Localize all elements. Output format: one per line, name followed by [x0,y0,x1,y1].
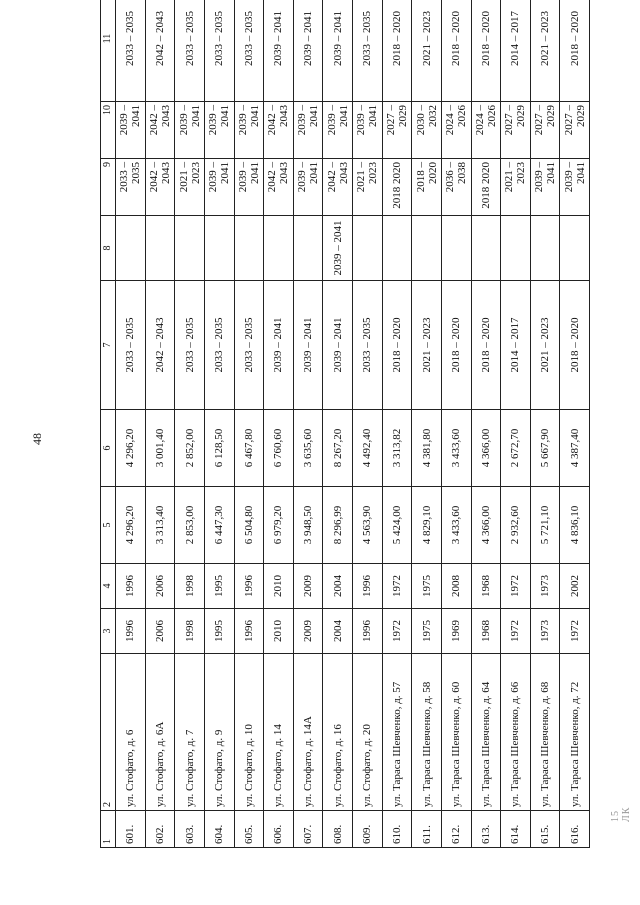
col-10-cell: 2042 – 2043 [145,102,175,159]
living-area-cell: 6 467,80 [234,410,264,487]
address-cell: ул. Тараса Шевченко, д. 66 [501,654,531,811]
rotated-table-wrapper [100,11,590,848]
year-commissioned-cell: 1973 [530,564,560,609]
col-11-cell: 2042 – 2043 [145,0,175,102]
planned-period-cell: 2033 – 2035 [175,281,205,410]
col-8-cell [501,216,531,281]
col-10-cell: 2039 – 2041 [204,102,234,159]
col-10-cell: 2027 – 2029 [560,102,590,159]
col-8-cell [234,216,264,281]
col-10-cell: 2030 – 2032 [412,102,442,159]
address-cell: ул. Стофато, д. 6 [116,654,146,811]
table-row [560,0,590,848]
header-cell: 4 [101,564,116,609]
row-number-cell: 607. [293,811,323,848]
row-number-cell: 616. [560,811,590,848]
table-header-row [101,0,116,848]
table-row [116,0,146,848]
address-cell: ул. Тараса Шевченко, д. 68 [530,654,560,811]
table-row [175,0,205,848]
col-11-cell: 2033 – 2035 [204,0,234,102]
col-10-cell: 2024 – 2026 [441,102,471,159]
col-11-cell: 2021 – 2023 [412,0,442,102]
row-number-cell: 603. [175,811,205,848]
col-11-cell: 2018 – 2020 [560,0,590,102]
page-stamp: 15 ЛК [610,806,632,822]
table-row [353,0,383,848]
col-11-cell: 2033 – 2035 [353,0,383,102]
table-row [264,0,294,848]
year-commissioned-cell: 1996 [234,564,264,609]
living-area-cell: 8 267,20 [323,410,353,487]
year-commissioned-cell: 2009 [293,564,323,609]
col-10-cell: 2027 – 2029 [530,102,560,159]
row-number-cell: 602. [145,811,175,848]
col-9-cell: 2039 – 2041 [293,159,323,216]
table-row [293,0,323,848]
table-row [412,0,442,848]
header-cell: 9 [101,159,116,216]
planned-period-cell: 2018 – 2020 [441,281,471,410]
col-10-cell: 2027 – 2029 [382,102,412,159]
col-8-cell [293,216,323,281]
year-built-cell: 1972 [382,609,412,654]
header-cell: 10 [101,102,116,159]
table-body [116,0,590,848]
total-area-cell: 3 313,40 [145,487,175,564]
planned-period-cell: 2018 – 2020 [382,281,412,410]
table-row [501,0,531,848]
col-11-cell: 2039 – 2041 [323,0,353,102]
row-number-cell: 601. [116,811,146,848]
year-built-cell: 1968 [471,609,501,654]
address-cell: ул. Тараса Шевченко, д. 72 [560,654,590,811]
col-11-cell: 2018 – 2020 [382,0,412,102]
total-area-cell: 4 366,00 [471,487,501,564]
col-9-cell: 2021 – 2023 [175,159,205,216]
col-11-cell: 2033 – 2035 [234,0,264,102]
col-11-cell: 2033 – 2035 [116,0,146,102]
year-built-cell: 1972 [560,609,590,654]
planned-period-cell: 2021 – 2023 [412,281,442,410]
living-area-cell: 4 387,40 [560,410,590,487]
total-area-cell: 4 296,20 [116,487,146,564]
table-row [204,0,234,848]
col-10-cell: 2039 – 2041 [234,102,264,159]
year-commissioned-cell: 2004 [323,564,353,609]
address-cell: ул. Стофато, д. 16 [323,654,353,811]
header-cell: 7 [101,281,116,410]
address-cell: ул. Стофато, д. 6А [145,654,175,811]
year-commissioned-cell: 1972 [501,564,531,609]
row-number-cell: 604. [204,811,234,848]
planned-period-cell: 2039 – 2041 [264,281,294,410]
total-area-cell: 3 948,50 [293,487,323,564]
table-row [145,0,175,848]
table-row [441,0,471,848]
living-area-cell: 2 672,70 [501,410,531,487]
col-9-cell: 2018 2020 [471,159,501,216]
row-number-cell: 605. [234,811,264,848]
col-9-cell: 2039 – 2041 [560,159,590,216]
col-10-cell: 2039 – 2041 [116,102,146,159]
living-area-cell: 5 667,90 [530,410,560,487]
living-area-cell: 3 635,60 [293,410,323,487]
year-commissioned-cell: 1998 [175,564,205,609]
year-built-cell: 2010 [264,609,294,654]
planned-period-cell: 2033 – 2035 [204,281,234,410]
year-built-cell: 2009 [293,609,323,654]
col-11-cell: 2014 – 2017 [501,0,531,102]
col-8-cell [471,216,501,281]
col-10-cell: 2039 – 2041 [323,102,353,159]
row-number-cell: 609. [353,811,383,848]
year-commissioned-cell: 2010 [264,564,294,609]
header-cell: 6 [101,410,116,487]
col-9-cell: 2042 – 2043 [264,159,294,216]
total-area-cell: 4 563,90 [353,487,383,564]
year-built-cell: 1996 [353,609,383,654]
year-commissioned-cell: 2006 [145,564,175,609]
total-area-cell: 6 447,30 [204,487,234,564]
header-cell: 5 [101,487,116,564]
total-area-cell: 5 424,00 [382,487,412,564]
year-built-cell: 1973 [530,609,560,654]
col-9-cell: 2042 – 2043 [323,159,353,216]
total-area-cell: 2 853,00 [175,487,205,564]
living-area-cell: 6 760,60 [264,410,294,487]
planned-period-cell: 2033 – 2035 [353,281,383,410]
row-number-cell: 611. [412,811,442,848]
col-11-cell: 2039 – 2041 [293,0,323,102]
row-number-cell: 614. [501,811,531,848]
living-area-cell: 6 128,50 [204,410,234,487]
col-10-cell: 2039 – 2041 [175,102,205,159]
row-number-cell: 612. [441,811,471,848]
living-area-cell: 4 366,00 [471,410,501,487]
table-row [471,0,501,848]
year-commissioned-cell: 1996 [353,564,383,609]
col-8-cell [116,216,146,281]
row-number-cell: 613. [471,811,501,848]
year-commissioned-cell: 2008 [441,564,471,609]
total-area-cell: 3 433,60 [441,487,471,564]
total-area-cell: 4 829,10 [412,487,442,564]
col-8-cell [353,216,383,281]
col-9-cell: 2021 – 2023 [353,159,383,216]
total-area-cell: 8 296,99 [323,487,353,564]
address-cell: ул. Стофато, д. 14 [264,654,294,811]
table-row [382,0,412,848]
col-11-cell: 2018 – 2020 [441,0,471,102]
year-commissioned-cell: 1975 [412,564,442,609]
col-9-cell: 2039 – 2041 [204,159,234,216]
year-built-cell: 1995 [204,609,234,654]
col-8-cell [264,216,294,281]
col-8-cell [145,216,175,281]
page-number: 48 [30,433,44,445]
address-cell: ул. Стофато, д. 14А [293,654,323,811]
col-8-cell [382,216,412,281]
col-9-cell: 2018 – 2020 [412,159,442,216]
living-area-cell: 3 001,40 [145,410,175,487]
planned-period-cell: 2033 – 2035 [234,281,264,410]
col-10-cell: 2027 – 2029 [501,102,531,159]
table-row [530,0,560,848]
year-commissioned-cell: 2002 [560,564,590,609]
year-commissioned-cell: 1972 [382,564,412,609]
total-area-cell: 5 721,10 [530,487,560,564]
col-9-cell: 2036 – 2038 [441,159,471,216]
col-10-cell: 2042 – 2043 [264,102,294,159]
row-number-cell: 615. [530,811,560,848]
living-area-cell: 3 313,82 [382,410,412,487]
year-built-cell: 1969 [441,609,471,654]
col-9-cell: 2033 – 2035 [116,159,146,216]
living-area-cell: 4 296,20 [116,410,146,487]
col-8-cell [560,216,590,281]
repair-schedule-table [100,0,590,848]
year-built-cell: 1996 [116,609,146,654]
total-area-cell: 2 932,60 [501,487,531,564]
table-row [234,0,264,848]
address-cell: ул. Тараса Шевченко, д. 64 [471,654,501,811]
planned-period-cell: 2014 – 2017 [501,281,531,410]
col-11-cell: 2039 – 2041 [264,0,294,102]
year-built-cell: 2004 [323,609,353,654]
col-10-cell: 2024 – 2026 [471,102,501,159]
row-number-cell: 610. [382,811,412,848]
col-8-cell [530,216,560,281]
col-10-cell: 2039 – 2041 [293,102,323,159]
col-10-cell: 2039 – 2041 [353,102,383,159]
address-cell: ул. Стофато, д. 10 [234,654,264,811]
header-cell: 2 [101,654,116,811]
planned-period-cell: 2021 – 2023 [530,281,560,410]
year-built-cell: 1975 [412,609,442,654]
address-cell: ул. Тараса Шевченко, д. 57 [382,654,412,811]
planned-period-cell: 2042 – 2043 [145,281,175,410]
year-commissioned-cell: 1995 [204,564,234,609]
year-commissioned-cell: 1968 [471,564,501,609]
col-9-cell: 2018 2020 [382,159,412,216]
year-built-cell: 1972 [501,609,531,654]
year-commissioned-cell: 1996 [116,564,146,609]
planned-period-cell: 2033 – 2035 [116,281,146,410]
table-row [323,0,353,848]
row-number-cell: 606. [264,811,294,848]
year-built-cell: 1998 [175,609,205,654]
row-number-cell: 608. [323,811,353,848]
header-cell: 1 [101,811,116,848]
col-9-cell: 2042 – 2043 [145,159,175,216]
col-11-cell: 2033 – 2035 [175,0,205,102]
planned-period-cell: 2039 – 2041 [293,281,323,410]
total-area-cell: 6 504,80 [234,487,264,564]
col-8-cell [412,216,442,281]
col-9-cell: 2039 – 2041 [234,159,264,216]
planned-period-cell: 2018 – 2020 [471,281,501,410]
header-cell: 3 [101,609,116,654]
living-area-cell: 2 852,00 [175,410,205,487]
address-cell: ул. Стофато, д. 7 [175,654,205,811]
planned-period-cell: 2018 – 2020 [560,281,590,410]
col-8-cell [441,216,471,281]
total-area-cell: 6 979,20 [264,487,294,564]
year-built-cell: 2006 [145,609,175,654]
living-area-cell: 4 492,40 [353,410,383,487]
col-8-cell: 2039 – 2041 [323,216,353,281]
address-cell: ул. Стофато, д. 9 [204,654,234,811]
address-cell: ул. Стофато, д. 20 [353,654,383,811]
col-8-cell [204,216,234,281]
col-8-cell [175,216,205,281]
total-area-cell: 4 836,10 [560,487,590,564]
col-9-cell: 2021 – 2023 [501,159,531,216]
col-11-cell: 2018 – 2020 [471,0,501,102]
address-cell: ул. Тараса Шевченко, д. 58 [412,654,442,811]
living-area-cell: 4 381,80 [412,410,442,487]
col-11-cell: 2021 – 2023 [530,0,560,102]
header-cell: 11 [101,0,116,102]
planned-period-cell: 2039 – 2041 [323,281,353,410]
col-9-cell: 2039 – 2041 [530,159,560,216]
header-cell: 8 [101,216,116,281]
year-built-cell: 1996 [234,609,264,654]
living-area-cell: 3 433,60 [441,410,471,487]
address-cell: ул. Тараса Шевченко, д. 60 [441,654,471,811]
